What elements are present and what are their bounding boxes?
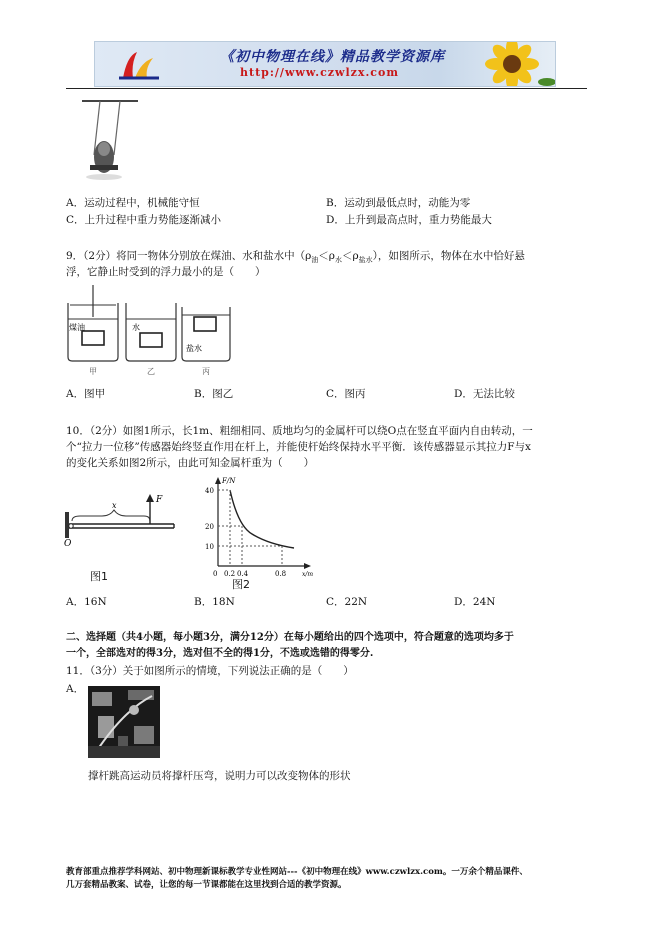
fig2-xtick-0.2: 0.2: [224, 570, 236, 578]
q8-option-b: B．运动到最低点时，动能为零: [326, 197, 471, 209]
q10-option-a: A．16N: [66, 596, 107, 608]
q10-stem-line1: 10．（2分）如图1所示，长1m、粗细相同、质地均匀的金属杆可以绕O点在竖直平面内自由转动，一: [66, 425, 533, 437]
fig1-label-o: O: [64, 539, 72, 549]
q8-swing-figure-icon: [80, 95, 144, 183]
footer-line2: 几万套精品教案、试卷，让您的每一节课都能在这里找到合适的教学资源。: [66, 880, 347, 890]
q9-stem-line1: 9．（2分）将同一物体分别放在煤油、水和盐水中$(\rho_油<\rho_水<\rho_{盐水})$，如图所示，物体在水中恰好悬: [66, 250, 525, 265]
site-logo-icon: [117, 48, 161, 82]
fig2-xtick-0.4: 0.4: [237, 570, 249, 578]
sunflower-icon: [467, 41, 556, 87]
q11-stem: 11．（3分）关于如图所示的情境，下列说法正确的是（ ）: [66, 665, 354, 677]
caption-jia: 甲: [89, 367, 97, 376]
fig1-label-x: x: [112, 501, 117, 510]
footer-line1: 教育部重点推荐学科网站、初中物理新课标教学专业性网站---《初中物理在线》www.czwlzx.com。一万余个精品课件、: [66, 867, 528, 877]
q11-option-a-label: A．: [66, 683, 85, 695]
q9-option-c: C．图丙: [326, 388, 366, 400]
q9-stem-line2: 浮，它静止时受到的浮力最小的是（ ）: [66, 266, 266, 278]
section2-heading-line1: 二、选择题（共4小题，每小题3分，满分12分）在每小题给出的四个选项中，符合题意的选项均多于: [66, 632, 514, 643]
fig2-ytick-20: 20: [205, 523, 214, 531]
q10-option-d: D．24N: [454, 596, 496, 608]
fig2-ytick-40: 40: [205, 487, 214, 495]
pole-vault-photo-icon: [88, 686, 160, 758]
q9-option-d: D．无法比较: [454, 388, 515, 400]
fig2-ytick-10: 10: [205, 543, 214, 551]
header-banner: [94, 41, 556, 87]
q11-option-a-text: 撑杆跳高运动员将撑杆压弯，说明力可以改变物体的形状: [88, 770, 351, 782]
q10-stem-line3: 的变化关系如图2所示，由此可知金属杆重为（ ）: [66, 457, 315, 469]
q10-fig1-lever: [62, 490, 180, 552]
banner-url[interactable]: http://www.czwlzx.com: [240, 66, 399, 79]
beaker-label-saltwater: 盐水: [186, 344, 202, 353]
q10-option-c: C．22N: [326, 596, 368, 608]
q8-option-c: C．上升过程中重力势能逐渐减小: [66, 214, 222, 226]
caption-bing: 丙: [202, 367, 210, 376]
section2-heading-line2: 一个，全部选对的得3分，选对但不全的得1分，不选或选错的得零分.: [66, 648, 374, 659]
q9-option-a: A．图甲: [66, 388, 106, 400]
q10-option-b: B．18N: [194, 596, 235, 608]
fig2-caption: 图2: [232, 578, 250, 591]
banner-title: 《初中物理在线》精品教学资源库: [220, 49, 445, 65]
q10-fig2-graph: [196, 474, 326, 578]
q9-option-b: B．图乙: [194, 388, 234, 400]
q8-option-d: D．上升到最高点时，重力势能最大: [326, 214, 492, 226]
caption-yi: 乙: [147, 367, 155, 376]
fig2-ylabel: F/N: [222, 477, 236, 485]
fig2-xtick-0: 0: [213, 570, 218, 578]
fig2-xtick-0.8: 0.8: [275, 570, 287, 578]
beaker-label-kerosene: 煤油: [69, 323, 85, 332]
header-rule: [66, 88, 587, 89]
fig2-xlabel: x/m: [302, 571, 314, 578]
q10-stem-line2: 个“拉力一位移”传感器始终竖直作用在杆上，并能使杆始终保持水平平衡．该传感器显示其拉力F与x: [66, 441, 531, 453]
fig1-caption: 图1: [90, 570, 108, 583]
beaker-label-water: 水: [132, 323, 140, 332]
fig1-label-f: F: [156, 495, 163, 505]
q9-beakers-figure: [64, 285, 234, 377]
q8-option-a: A．运动过程中，机械能守恒: [66, 197, 200, 209]
